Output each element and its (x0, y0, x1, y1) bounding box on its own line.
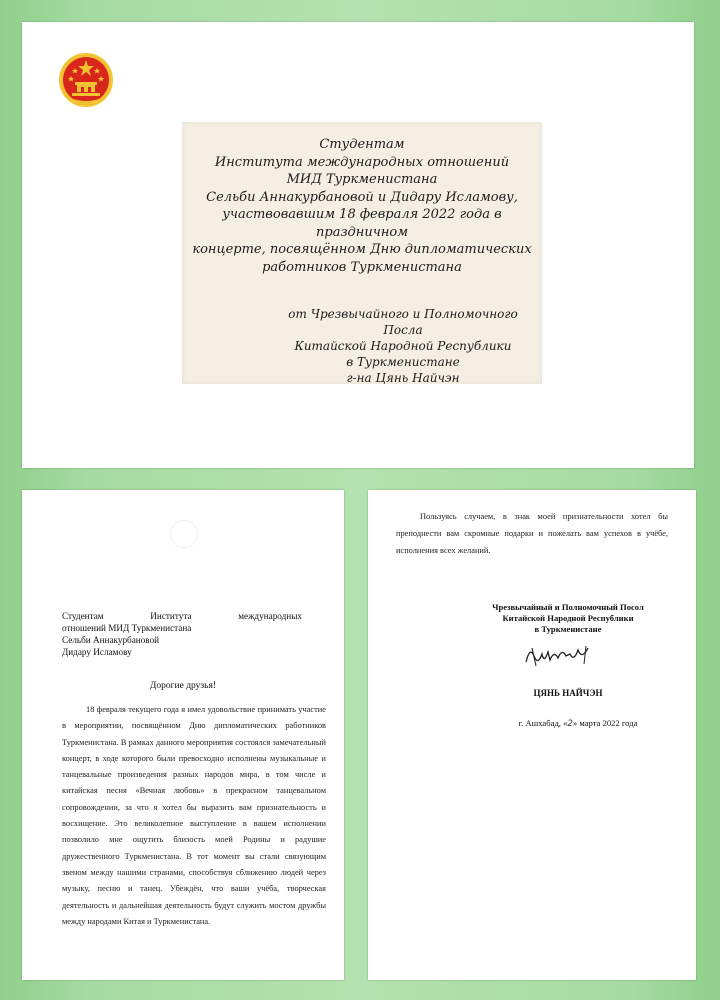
letter-page-2 (368, 490, 696, 980)
card-line: концерте, посвящённом Дню дипломатических (192, 242, 532, 257)
letter-closing: Пользуясь случаем, в знак моей признательности хотел бы преподнести вам скромные подарки и пожелать вам успехов в учёбе, исполнения всех желаний. (396, 512, 668, 555)
card-line: МИД Туркменистана (286, 172, 438, 187)
addressee-word: Студентам (62, 611, 104, 621)
addressee-word: Института (150, 611, 192, 621)
addressee-word: международных (238, 611, 302, 621)
handwritten-signature (518, 642, 598, 670)
card-line: Сельби Аннакурбановой и Дидару Исламову, (206, 189, 518, 205)
card-from-line: от Чрезвычайного и Полномочного Посла (288, 307, 518, 337)
letter-body: 18 февраля текущего года я имел удовольствие принимать участие в мероприятии, посвящённом Дню дипломатических работников Туркменистана. В рамках данного мероприятия состоялся замечательный концерт, в ходе которого были превосходно исполнены музыкальные и танцевальные произведения разных народов мира, в том числе и китайская песня «Вечная любовь» в прекрасном танцевальном сопровождении, за что я хотел бы выразить вам признательность и восхищение. Это великолепное выступление в вашем исполнении позволило мне ощутить близость моей Родины и радушие дружественного Туркменистана. В тот момент вы стали связующим звеном между нашими странами, способствуя сближению людей через музыку, песню и танец. Убеждён, что ваши учёба, творческая деятельность и дальнейшая деятельность будут служить мостом дружбы между народами Китая и Туркменистана. (62, 705, 326, 926)
card-from (278, 306, 528, 386)
letter-page-1 (22, 490, 344, 980)
date-suffix: » марта 2022 года (572, 718, 638, 728)
national-emblem-icon (58, 52, 114, 108)
card-line: Института международных отношений (214, 154, 510, 170)
letter-addressee (62, 610, 302, 658)
signer-line: Китайской Народной Республики (502, 613, 634, 623)
card-from-line: г-на Цянь Найчэн (346, 371, 460, 385)
signer-title (478, 602, 658, 635)
letter-date (478, 718, 678, 729)
card-line: работников Туркменистана (262, 259, 462, 275)
date-prefix: г. Ашхабад, « (518, 718, 568, 728)
card-sheet (22, 22, 694, 468)
date-day: 2 (567, 719, 573, 729)
card-from-line: Китайской Народной Республики (294, 339, 512, 353)
addressee-line: Дидару Исламову (62, 647, 132, 657)
card-dedication (182, 136, 542, 276)
signer-line: Чрезвычайный и Полномочный Посол (492, 602, 644, 612)
faint-emblem-icon (170, 520, 198, 548)
greeting-card (182, 122, 542, 384)
addressee-line: Сельби Аннакурбановой (62, 635, 160, 645)
signer-name: ЦЯНЬ НАЙЧЭН (533, 688, 603, 698)
letter-greeting: Дорогие друзья! (149, 681, 217, 691)
addressee-line: отношений МИД Туркменистана (62, 623, 192, 633)
signer-line: в Туркменистане (534, 624, 602, 634)
card-from-line: в Туркменистане (346, 355, 460, 369)
card-line: Студентам (319, 137, 405, 152)
card-line: участвовавшим 18 февраля 2022 года в праздничном (222, 207, 502, 240)
